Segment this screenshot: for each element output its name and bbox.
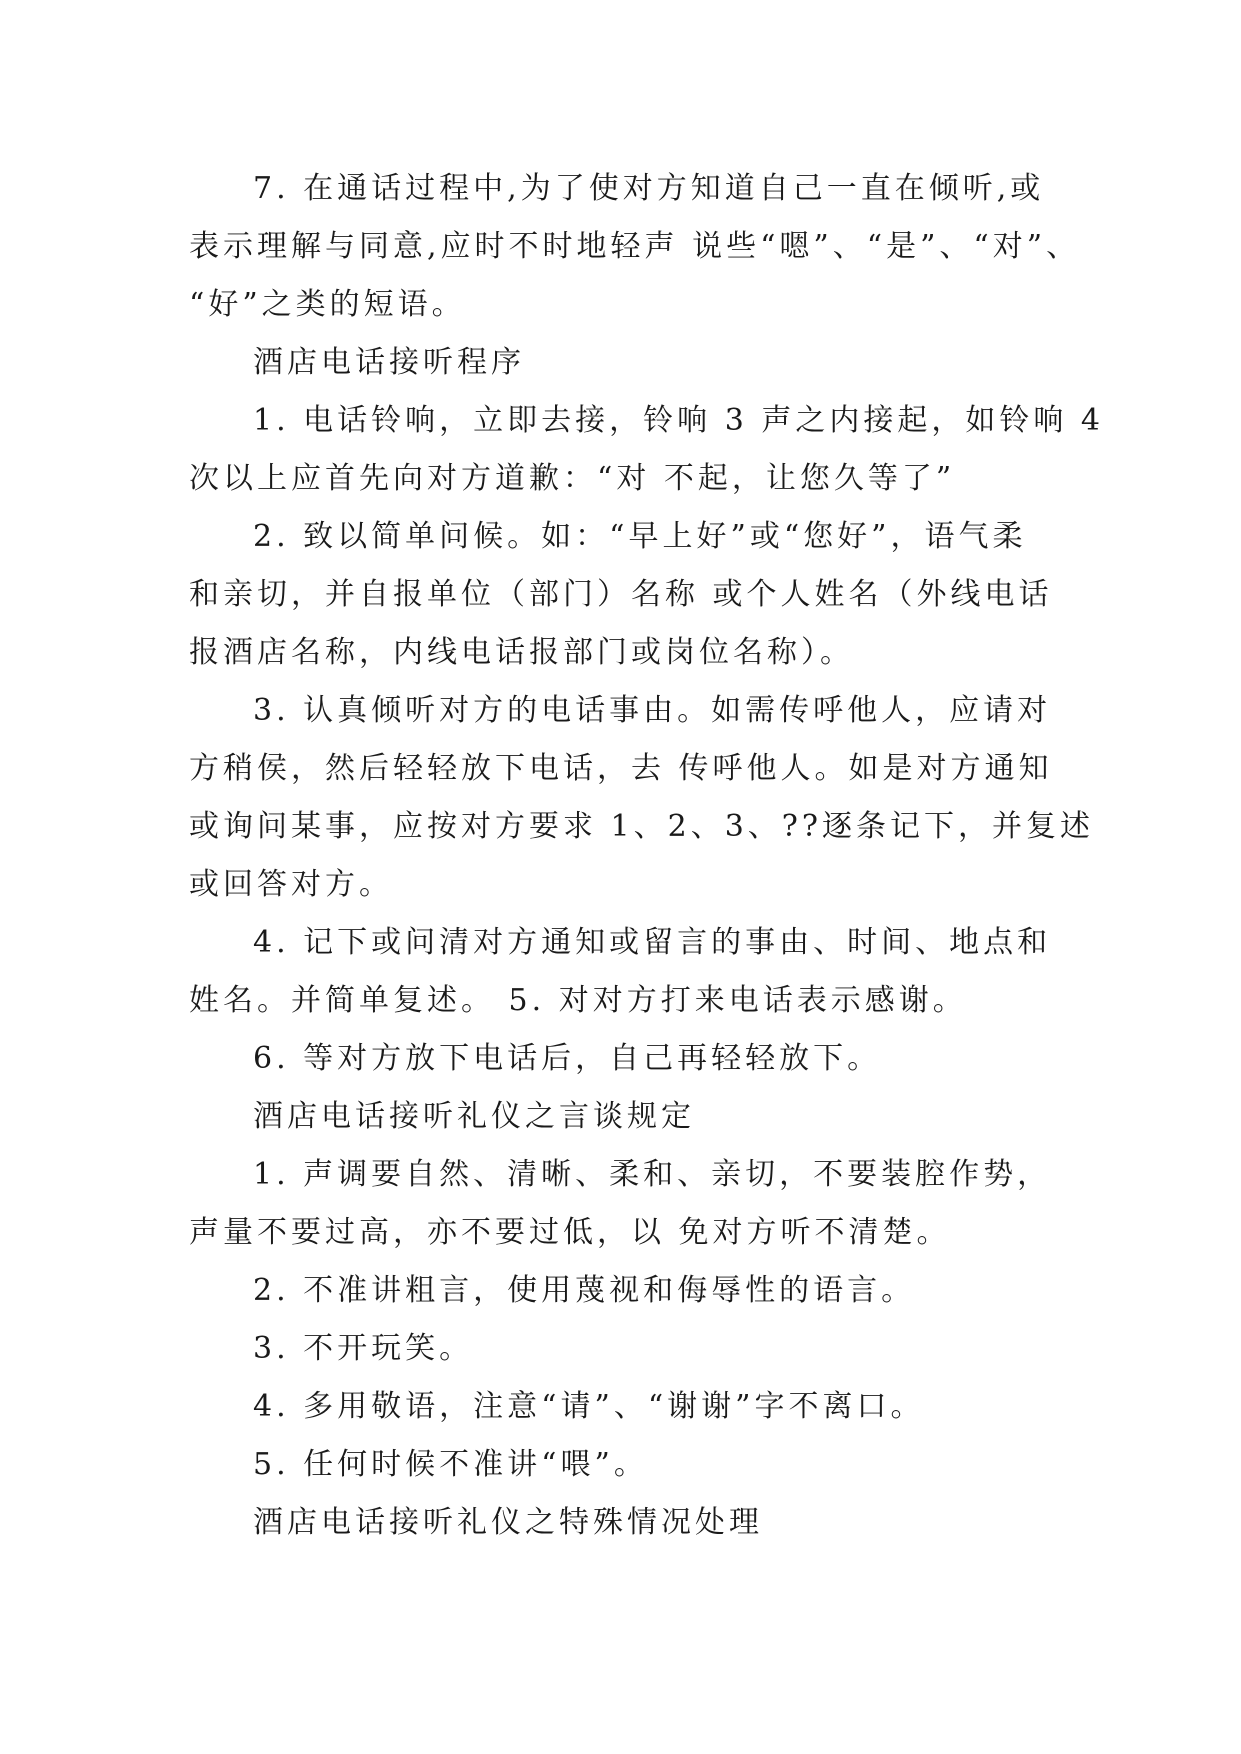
- heading-line: 酒店电话接听礼仪之特殊情况处理: [253, 1505, 763, 1540]
- paragraph-step-3: [189, 682, 1094, 914]
- text-line: 5. 任何时候不准讲“喂”。: [253, 1447, 648, 1482]
- text-line: 方稍侯，然后轻轻放下电话，去 传呼他人。如是对方通知: [189, 751, 1053, 786]
- text-line: 6. 等对方放下电话后，自己再轻轻放下。: [253, 1041, 882, 1076]
- text-line: 或回答对方。: [189, 867, 393, 902]
- paragraph-rule-4: [189, 1378, 1051, 1436]
- paragraph-step-2: [189, 508, 1051, 682]
- text-line: 3. 不开玩笑。: [253, 1331, 474, 1366]
- text-line: 报酒店名称，内线电话报部门或岗位名称）。: [189, 635, 854, 670]
- paragraph-rule-1: [189, 1146, 1051, 1262]
- text-line: 1. 声调要自然、清晰、柔和、亲切，不要装腔作势，: [253, 1157, 1052, 1192]
- text-line: 2. 不准讲粗言，使用蔑视和侮辱性的语言。: [253, 1273, 916, 1308]
- paragraph-step-6: [189, 1030, 1051, 1088]
- paragraph-step-4-5: [189, 914, 1051, 1030]
- text-line: 表示理解与同意,应时不时地轻声 说些“嗯”、“是”、“对”、: [189, 229, 1081, 264]
- text-line: 3. 认真倾听对方的电话事由。如需传呼他人，应请对: [253, 693, 1052, 728]
- paragraph-rule-5: [189, 1436, 1051, 1494]
- text-line: 姓名。并简单复述。 5. 对对方打来电话表示感谢。: [189, 983, 967, 1018]
- paragraph-rule-2: [189, 1262, 1051, 1320]
- section-heading-speech-rules: [189, 1088, 1051, 1146]
- paragraph-rule-3: [189, 1320, 1051, 1378]
- heading-line: 酒店电话接听礼仪之言谈规定: [253, 1099, 695, 1134]
- section-heading-special-cases: [189, 1494, 1051, 1552]
- heading-line: 酒店电话接听程序: [253, 345, 525, 380]
- text-line: 7. 在通话过程中,为了使对方知道自己一直在倾听,或: [253, 171, 1045, 206]
- text-line: 或询问某事，应按对方要求 1、2、3、??逐条记下，并复述: [189, 809, 1094, 844]
- paragraph-call-listening: [189, 160, 1081, 334]
- paragraph-step-1: [189, 392, 1104, 508]
- document-body: [189, 160, 1104, 1552]
- text-line: 4. 多用敬语，注意“请”、“谢谢”字不离口。: [253, 1389, 925, 1424]
- text-line: “好”之类的短语。: [189, 287, 466, 322]
- text-line: 和亲切，并自报单位（部门）名称 或个人姓名（外线电话: [189, 577, 1053, 612]
- text-line: 2. 致以简单问候。如：“早上好”或“您好”，语气柔: [253, 519, 1027, 554]
- text-line: 1. 电话铃响，立即去接，铃响 3 声之内接起，如铃响 4: [253, 403, 1104, 438]
- text-line: 次以上应首先向对方道歉：“对 不起，让您久等了”: [189, 461, 956, 496]
- text-line: 声量不要过高，亦不要过低，以 免对方听不清楚。: [189, 1215, 951, 1250]
- section-heading-answering-procedure: [189, 334, 1051, 392]
- text-line: 4. 记下或问清对方通知或留言的事由、时间、地点和: [253, 925, 1052, 960]
